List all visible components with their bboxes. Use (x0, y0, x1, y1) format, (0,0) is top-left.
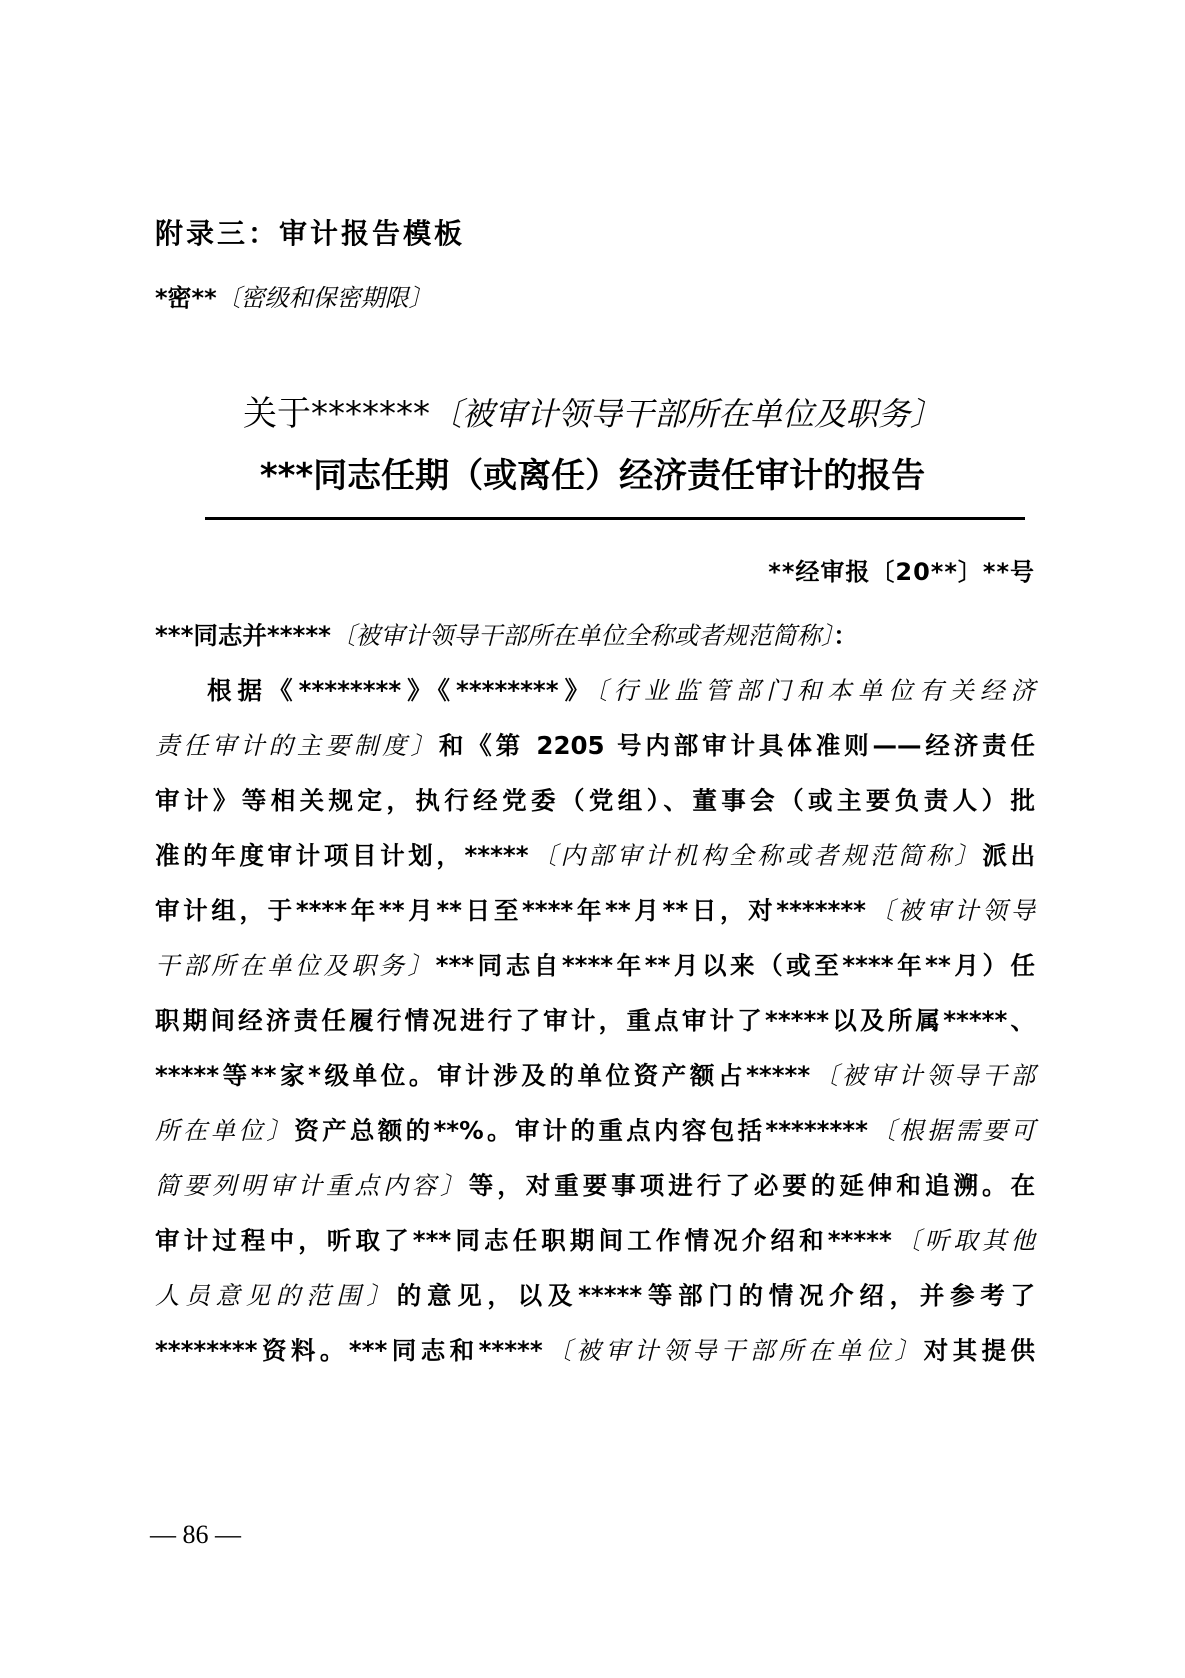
body-note: 〔被审计领导干部 (810, 1061, 1035, 1090)
body-text: 的意见，以及*****等部门的情况介绍，并参考了 (396, 1281, 1036, 1310)
document-number: **经审报〔20**〕**号 (768, 558, 1035, 586)
body-text: ********资料。***同志和***** (155, 1336, 543, 1365)
title-divider (205, 517, 1025, 520)
body-line (155, 1267, 1035, 1325)
body-text: 派出 (982, 841, 1036, 870)
salutation-recipient: ***同志并***** (155, 621, 331, 650)
body-line (155, 1157, 1035, 1215)
body-note: 所在单位〕 (155, 1116, 295, 1145)
body-text: 准的年度审计项目计划，***** (155, 841, 529, 870)
body-note: 〔内部审计机构全称或者规范简称〕 (528, 841, 983, 870)
body-line (155, 717, 1035, 775)
report-title-note: 〔被审计领导干部所在单位及职务〕 (429, 395, 942, 433)
body-text: 资产总额的**%。审计的重点内容包括******** (294, 1116, 868, 1145)
body-line (155, 1102, 1035, 1160)
body-text: 和《第 2205 号内部审计具体准则——经济责任 (438, 731, 1036, 760)
body-line (155, 1047, 1035, 1105)
body-text: 审计》等相关规定，执行经党委（党组）、董事会（或主要负责人）批 (155, 786, 1035, 815)
body-note: 〔被审计领导 (866, 896, 1035, 925)
salutation (155, 607, 858, 665)
body-text: 等，对重要事项进行了必要的延伸和追溯。在 (468, 1171, 1036, 1200)
body-line (207, 662, 1035, 720)
body-note: 〔行业监管部门和本单位有关经济 (595, 676, 1035, 705)
body-text: 审计过程中，听取了***同志任职期间工作情况介绍和***** (155, 1226, 892, 1255)
body-text: 审计组，于****年**月**日至****年**月**日，对******* (155, 896, 866, 925)
body-note: 人员意见的范围〕 (155, 1281, 397, 1310)
report-title-line2: ***同志任期（或离任）经济责任审计的报告 (259, 456, 926, 496)
body-line (155, 827, 1035, 885)
body-text: 对其提供 (923, 1336, 1036, 1365)
body-line (155, 772, 1035, 830)
body-note: 干部所在单位及职务〕 (155, 951, 436, 980)
appendix-title: 附录三：审计报告模板 (155, 217, 466, 250)
report-title-line1 (150, 386, 1035, 435)
body-text: 根据《********》《********》 (207, 676, 596, 705)
report-title-prefix: 关于******* (242, 394, 430, 434)
body-text: 职期间经济责任履行情况进行了审计，重点审计了*****以及所属*****、 (155, 1006, 1035, 1035)
body-note: 责任审计的主要制度〕 (155, 731, 439, 760)
page-number: — 86 — (150, 1520, 241, 1549)
body-line (155, 937, 1035, 995)
body-note: 〔被审计领导干部所在单位〕 (542, 1336, 924, 1365)
secret-note: 〔密级和保密期限〕 (216, 284, 433, 312)
body-note: 简要列明审计重点内容〕 (155, 1171, 469, 1200)
body-line (155, 882, 1035, 940)
body-line (155, 992, 1035, 1050)
secret-mark: *密** (155, 284, 217, 312)
body-note: 〔听取其他 (891, 1226, 1036, 1255)
body-text: *****等**家*级单位。审计涉及的单位资产额占***** (155, 1061, 811, 1090)
body-note: 〔根据需要可 (867, 1116, 1036, 1145)
body-line (155, 1212, 1035, 1270)
secret-level-line (155, 278, 433, 313)
salutation-colon: ： (833, 621, 858, 650)
salutation-note: 〔被审计领导干部所在单位全称或者规范简称〕 (331, 621, 834, 650)
body-text: ***同志自****年**月以来（或至****年**月）任 (435, 951, 1036, 980)
body-line (155, 1322, 1035, 1380)
